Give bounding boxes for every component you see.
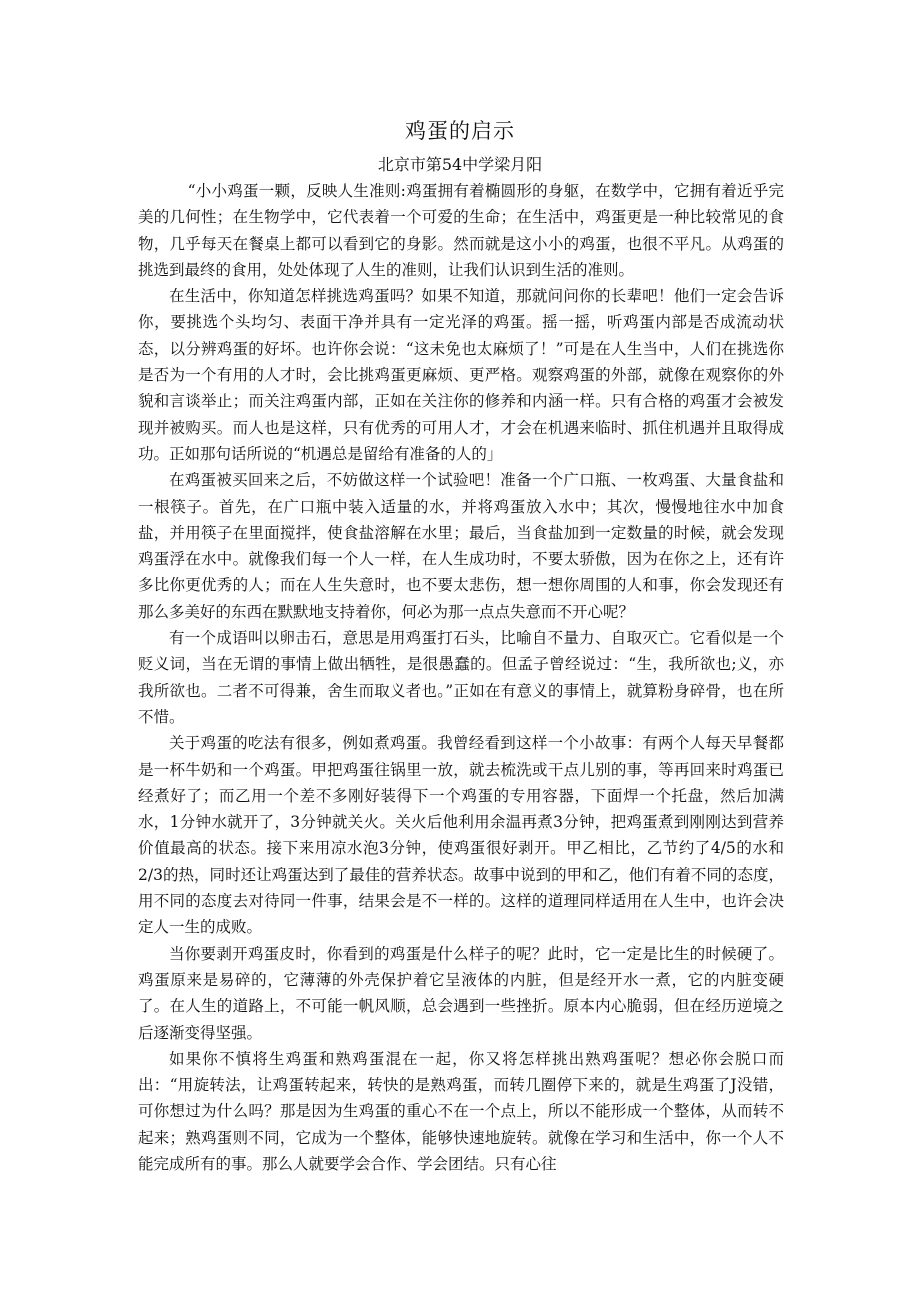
paragraph-4: 有一个成语叫以卵击石，意思是用鸡蛋打石头，比喻自不量力、自取灭亡。它看似是一个贬义词，当在无谓的事情上做出牺牲，是很愚蠢的。但孟子曾经说过：“生，我所欲也;义，亦我所欲也。二者不可得兼，舍生而取义者也。”正如在有意义的事情上，就算粉身碎骨，也在所不惜。	[138, 629, 784, 726]
document-body	[138, 178, 784, 1177]
paragraph-1: “小小鸡蛋一颗，反映人生准则:鸡蛋拥有着椭圆形的身躯，在数学中，它拥有着近乎完美的几何性；在生物学中，它代表着一个可爱的生命；在生活中，鸡蛋更是一种比较常见的食物，几乎每天在餐桌上都可以看到它的身影。然而就是这小小的鸡蛋，也很不平凡。从鸡蛋的挑选到最终的食用，处处体现了人生的准则，让我们认识到生活的准则。	[138, 182, 784, 279]
paragraph-5: 关于鸡蛋的吃法有很多，例如煮鸡蛋。我曾经看到这样一个小故事：有两个人每天早餐都是一杯牛奶和一个鸡蛋。甲把鸡蛋往锅里一放，就去梳洗或干点儿别的事，等再回来时鸡蛋已经煮好了；而乙用一个差不多刚好装得下一个鸡蛋的专用容器，下面焊一个托盘，然后加满水，1分钟水就开了，3分钟就关火。关火后他利用余温再煮3分钟，把鸡蛋煮到刚刚达到营养价值最高的状态。接下来用凉水泡3分钟，使鸡蛋很好剥开。甲乙相比，乙节约了4/5的水和2/3的热，同时还让鸡蛋达到了最佳的营养状态。故事中说到的甲和乙，他们有着不同的态度，用不同的态度去对待同一件事，结果会是不一样的。这样的道理同样适用在人生中，也许会决定人一生的成败。	[138, 734, 784, 937]
paragraph-2: 在生活中，你知道怎样挑选鸡蛋吗？如果不知道，那就问问你的长辈吧！他们一定会告诉你，要挑选个头均匀、表面干净并具有一定光泽的鸡蛋。摇一摇，听鸡蛋内部是否成流动状态，以分辨鸡蛋的好坏。也许你会说：“这未免也太麻烦了！”可是在人生当中，人们在挑选你是否为一个有用的人才时，会比挑鸡蛋更麻烦、更严格。观察鸡蛋的外部，就像在观察你的外貌和言谈举止；而关注鸡蛋内部，正如在关注你的修养和内涵一样。只有合格的鸡蛋才会被发现并被购买。而人也是这样，只有优秀的可用人才，才会在机遇来临时、抓住机遇并且取得成功。正如那句话所说的“机遇总是留给有准备的人的」	[138, 287, 784, 463]
document-title: 鸡蛋的启示	[405, 119, 515, 143]
paragraph-3: 在鸡蛋被买回来之后，不妨做这样一个试验吧！准备一个广口瓶、一枚鸡蛋、大量食盐和一根筷子。首先，在广口瓶中装入适量的水，并将鸡蛋放入水中；其次，慢慢地往水中加食盐，并用筷子在里面搅拌，使食盐溶解在水里；最后，当食盐加到一定数量的时候，就会发现鸡蛋浮在水中。就像我们每一个人一样，在人生成功时，不要太骄傲，因为在你之上，还有许多比你更优秀的人；而在人生失意时，也不要太悲伤，想一想你周围的人和事，你会发现还有那么多美好的东西在默默地支持着你，何必为那一点点失意而不开心呢？	[138, 471, 784, 621]
paragraph-7: 如果你不慎将生鸡蛋和熟鸡蛋混在一起，你又将怎样挑出熟鸡蛋呢？想必你会脱口而出：“用旋转法，让鸡蛋转起来，转快的是熟鸡蛋，而转几圈停下来的，就是生鸡蛋了J没错，可你想过为什么吗？那是因为生鸡蛋的重心不在一个点上，所以不能形成一个整体，从而转不起来；熟鸡蛋则不同，它成为一个整体，能够快速地旋转。就像在学习和生活中，你一个人不能完成所有的事。那么人就要学会合作、学会团结。只有心往	[138, 1049, 784, 1173]
document-author: 北京市第54中学梁月阳	[377, 155, 543, 174]
paragraph-6: 当你要剥开鸡蛋皮时，你看到的鸡蛋是什么样子的呢？此时，它一定是比生的时候硬了。鸡蛋原来是易碎的，它薄薄的外壳保护着它呈液体的内脏，但是经开水一煮，它的内脏变硬了。在人生的道路上，不可能一帆风顺，总会遇到一些挫折。原本内心脆弱，但在经历逆境之后逐渐变得坚强。	[138, 944, 784, 1042]
